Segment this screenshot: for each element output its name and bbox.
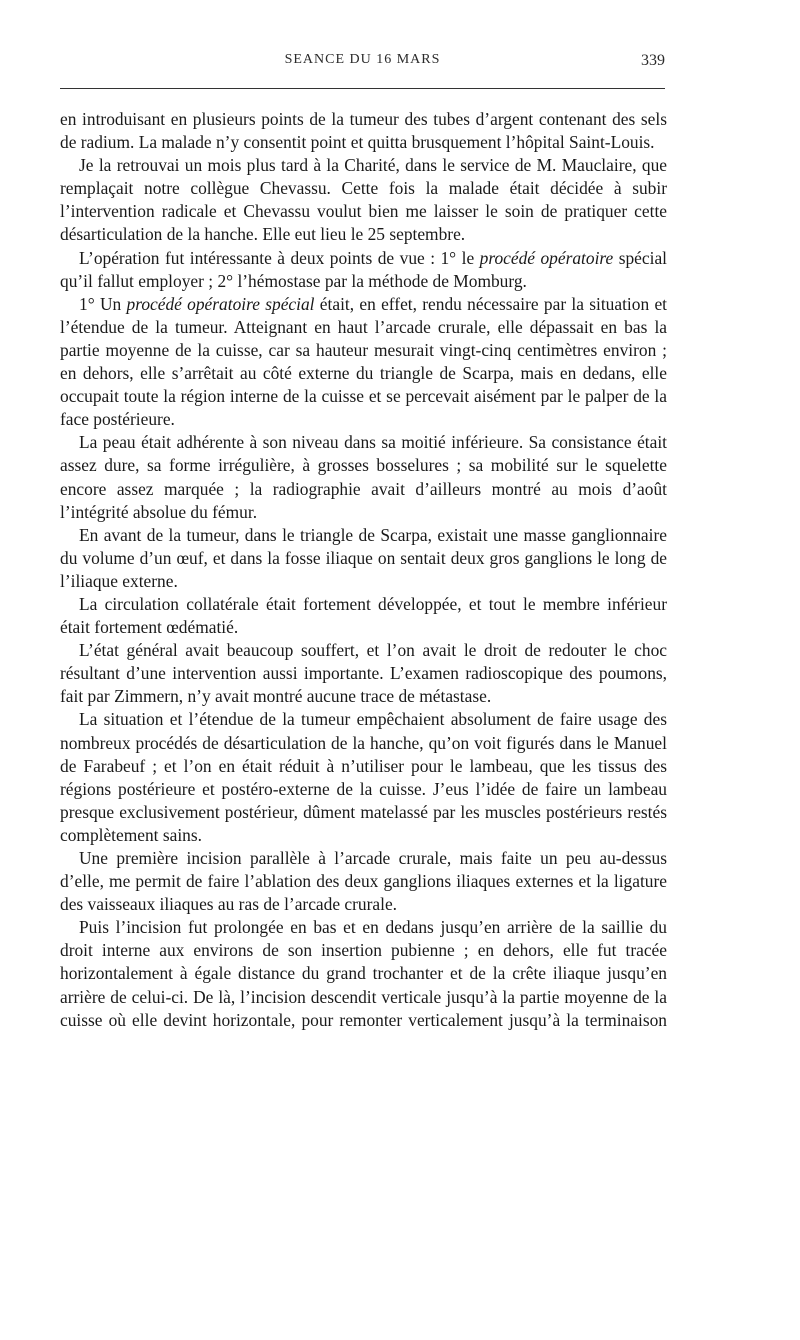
body-text (60, 108, 667, 1032)
paragraph (60, 247, 667, 293)
running-head (60, 52, 665, 74)
paragraph-text: En avant de la tumeur, dans le triangle de Scarpa, existait une masse ganglionnaire du volume d’un œuf, et dans la fosse iliaque on sentait deux gros ganglions le long de l’iliaque externe. (60, 524, 667, 591)
paragraph-text: L’état général avait beaucoup souffert, et l’on avait le droit de redouter le choc résultant d’une intervention aussi importante. L’examen radioscopique des poumons, fait par Zimmern, n’y avait montré aucune trace de métastase. (60, 640, 667, 707)
running-title: SEANCE DU 16 MARS (284, 52, 441, 67)
paragraph (60, 708, 667, 847)
paragraph-text: était, en effet, rendu nécessaire par la situation et l’étendue de la tumeur. Atteignant en haut l’arcade crurale, elle dépassait en bas la partie moyenne de la cuisse, car sa hauteur mesurait vingt-cinq centimètres environ ; en dehors, elle s’arrêtait au côté externe du triangle de Scarpa, mais en dedans, elle occupait toute la région interne de la cuisse et se percevait aisément par le palper de la face postérieure. (60, 293, 667, 430)
paragraph (60, 847, 667, 916)
paragraph-text: 1° Un (79, 293, 127, 314)
header-rule (60, 88, 665, 89)
paragraph-text: Puis l’incision fut prolongée en bas et en dedans jusqu’en arrière de la saillie du droit interne aux environs de son insertion pubienne ; en dehors, elle fut tracée horizontalement à égale distance du grand trochanter et de la crête iliaque jusqu’en arrière de celui-ci. De là, l’incision descendit verticale jusqu’à la partie moyenne de la cuisse où elle devint horizontale, pour remonter verticalement jusqu’à la terminaison (60, 917, 667, 1030)
italic-phrase: procédé opératoire spécial (126, 293, 315, 314)
paragraph-text: Je la retrouvai un mois plus tard à la Charité, dans le service de M. Mauclaire, que remplaçait notre collègue Chevassu. Cette fois la malade était décidée à subir l’intervention radicale et Chevassu voulut bien me laisser le soin de pratiquer cette désarticulation de la hanche. Elle eut lieu le 25 septembre. (60, 155, 667, 245)
paragraph-text: La circulation collatérale était fortement développée, et tout le membre inférieur était fortement œdématié. (60, 593, 667, 638)
paragraph-text: en introduisant en plusieurs points de la tumeur des tubes d’argent contenant des sels de radium. La malade n’y consentit point et quitta brusquement l’hôpital Saint-Louis. (60, 109, 667, 153)
paragraph (60, 916, 667, 1031)
paragraph (60, 524, 667, 593)
paragraph (60, 108, 667, 154)
paragraph (60, 639, 667, 708)
paragraph-text: La peau était adhérente à son niveau dans sa moitié inférieure. Sa consistance était assez dure, sa forme irrégulière, à grosses bosselures ; sa mobilité sur le squelette encore assez marquée ; la radiographie avait d’ailleurs montré au mois d’août l’intégrité absolue du fémur. (60, 432, 667, 522)
paragraph (60, 593, 667, 639)
paragraph-text: L’opération fut intéressante à deux points de vue : 1° le (79, 247, 480, 268)
paragraph (60, 154, 667, 246)
paragraph (60, 293, 667, 432)
page-number: 339 (641, 52, 665, 69)
paragraph-text: La situation et l’étendue de la tumeur empêchaient absolument de faire usage des nombreux procédés de désarticulation de la hanche, qu’on voit figurés dans le Manuel de Farabeuf ; et l’on en était réduit à n’utiliser pour le lambeau, que les tissus des régions postérieure et postéro-externe de la cuisse. J’eus l’idée de faire un lambeau presque exclusivement postérieur, dûment matelassé par les muscles postérieurs restés complètement sains. (60, 709, 667, 845)
paragraph-text: spécial qu’il fallut employer ; 2° l’hémostase par la méthode de Momburg. (60, 247, 667, 291)
paragraph-text: Une première incision parallèle à l’arcade crurale, mais faite un peu au-dessus d’elle, me permit de faire l’ablation des deux ganglions iliaques externes et la ligature des vaisseaux iliaques au ras de l’arcade crurale. (60, 848, 667, 915)
italic-phrase: procédé opératoire (479, 247, 614, 268)
paragraph (60, 431, 667, 523)
